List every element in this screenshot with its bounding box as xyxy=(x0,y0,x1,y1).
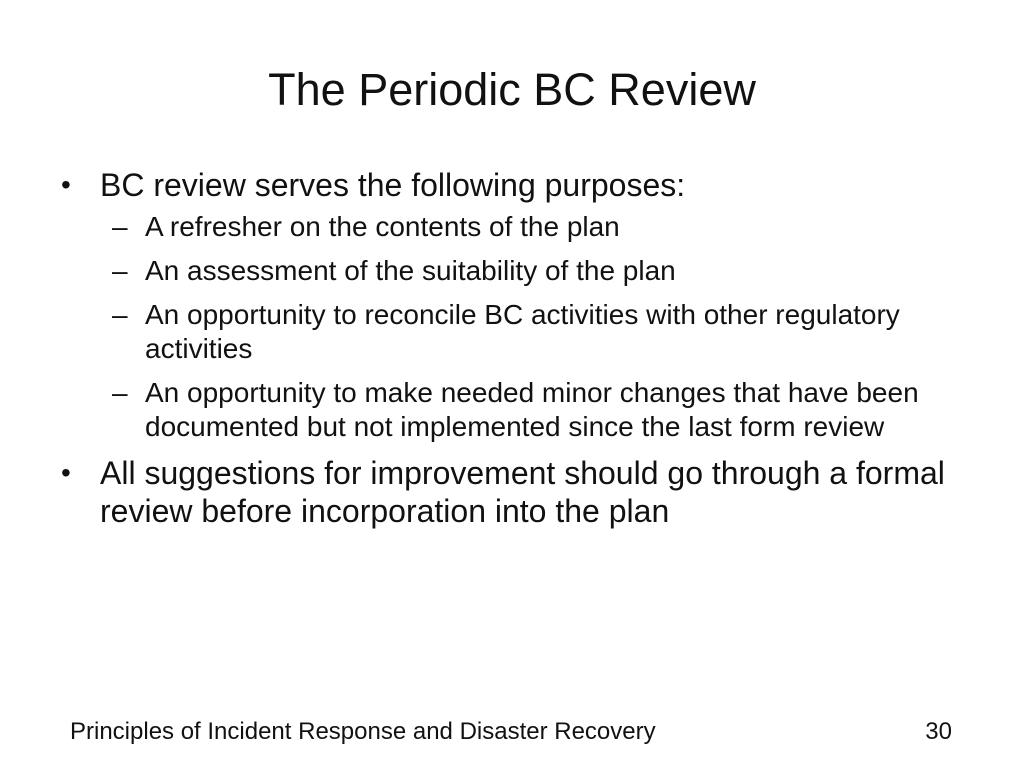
sub-bullet-text: An opportunity to make needed minor changes that have been documented but not implemented since the last form review xyxy=(145,377,919,442)
sub-bullet-list xyxy=(100,210,958,444)
sub-bullet-item xyxy=(100,210,958,244)
bullet-list xyxy=(58,166,958,530)
sub-bullet-text: An assessment of the suitability of the plan xyxy=(145,255,676,286)
sub-bullet-item xyxy=(100,298,958,366)
bullet-item xyxy=(58,454,958,530)
bullet-marker: • xyxy=(61,169,71,200)
dash-marker: – xyxy=(112,211,128,242)
sub-bullet-text: An opportunity to reconcile BC activities with other regulatory activities xyxy=(145,299,900,364)
sub-bullet-text: A refresher on the contents of the plan xyxy=(145,211,620,242)
bullet-marker: • xyxy=(61,457,71,488)
bullet-text: All suggestions for improvement should go through a formal review before incorporation into the plan xyxy=(100,455,945,529)
footer-course-title: Principles of Incident Response and Disaster Recovery xyxy=(70,718,656,745)
bullet-text: BC review serves the following purposes: xyxy=(100,167,686,203)
sub-bullet-item xyxy=(100,376,958,444)
dash-marker: – xyxy=(112,255,128,286)
slide-title: The Periodic BC Review xyxy=(268,64,756,115)
sub-bullet-item xyxy=(100,254,958,288)
dash-marker: – xyxy=(112,377,128,408)
footer-page-number: 30 xyxy=(925,718,952,745)
dash-marker: – xyxy=(112,299,128,330)
bullet-item xyxy=(58,166,958,444)
